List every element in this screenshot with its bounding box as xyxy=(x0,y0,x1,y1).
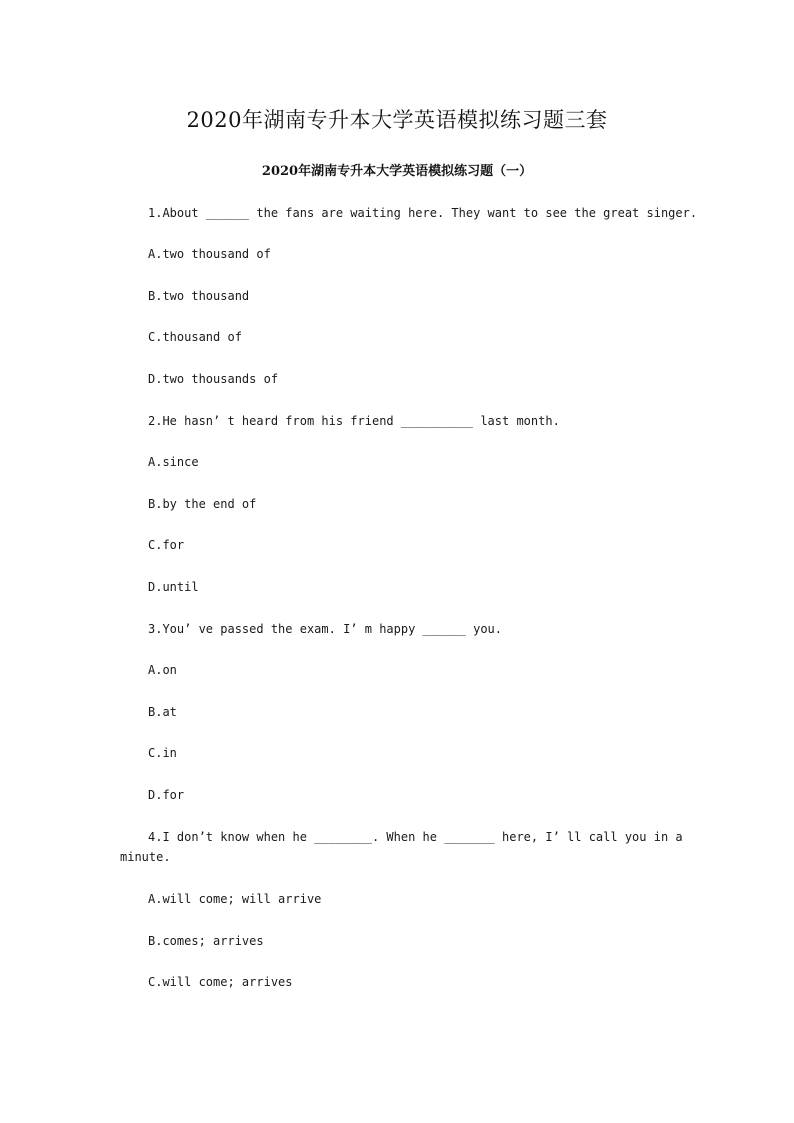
answer-option: C.for xyxy=(148,538,185,552)
document-subtitle: 2020年湖南专升本大学英语模拟练习题（一） xyxy=(261,164,533,179)
answer-option: C.in xyxy=(148,746,177,760)
answer-option: A.on xyxy=(148,663,177,677)
answer-option: B.at xyxy=(148,705,177,719)
question-stem: 2.He hasn’ t heard from his friend __________ last month. xyxy=(148,414,560,428)
answer-option: B.comes; arrives xyxy=(148,934,264,948)
question-stem: 1.About ______ the fans are waiting here. They want to see the great singer. xyxy=(148,206,698,220)
answer-option: A.since xyxy=(148,455,199,469)
answer-option: D.two thousands of xyxy=(148,372,279,386)
answer-option: B.by the end of xyxy=(148,497,257,511)
answer-option: A.two thousand of xyxy=(148,247,271,261)
document-title: 2020年湖南专升本大学英语模拟练习题三套 xyxy=(186,108,608,132)
question-stem: 4.I don’t know when he ________. When he _______ here, I’ ll call you in a xyxy=(148,830,683,844)
question-stem-continuation: minute. xyxy=(120,850,171,864)
answer-option: D.until xyxy=(148,580,199,594)
answer-option: C.will come; arrives xyxy=(148,975,293,989)
answer-option: D.for xyxy=(148,788,185,802)
answer-option: C.thousand of xyxy=(148,330,242,344)
answer-option: A.will come; will arrive xyxy=(148,892,322,906)
answer-option: B.two thousand xyxy=(148,289,250,303)
question-stem: 3.You’ ve passed the exam. I’ m happy ______ you. xyxy=(148,622,503,636)
